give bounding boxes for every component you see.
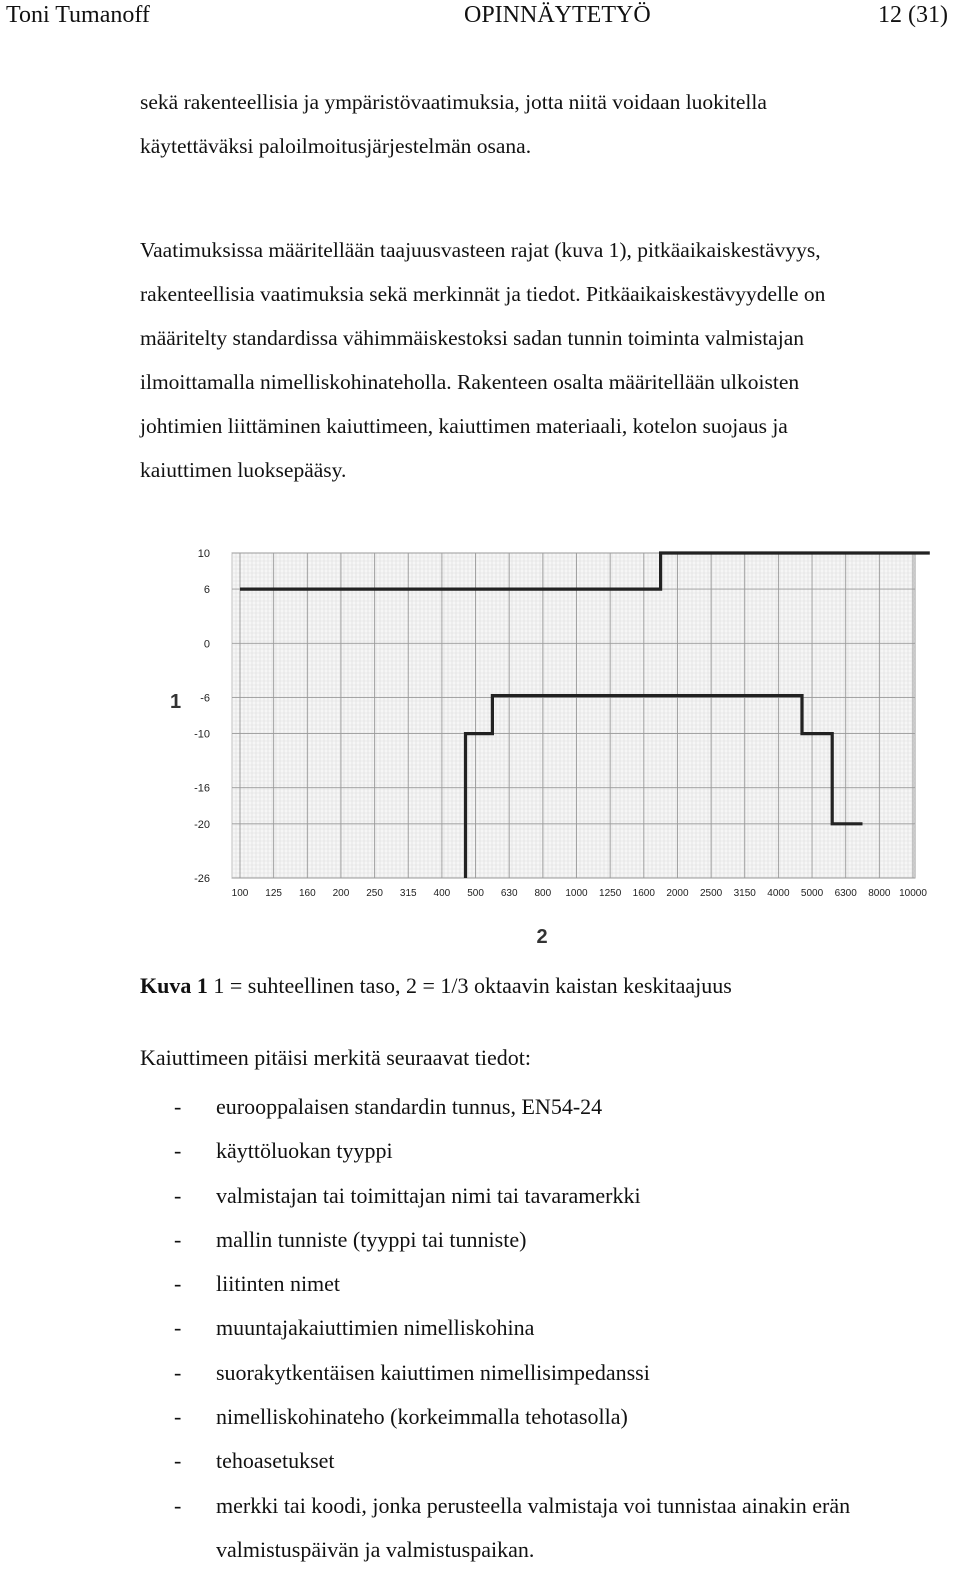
x-tick-label: 6300: [834, 888, 857, 899]
list-item: [140, 1351, 850, 1395]
figure-caption: [140, 968, 732, 1004]
list-dash: -: [174, 1404, 182, 1430]
paragraph-line: sekä rakenteellisia ja ympäristövaatimuksia, jotta niitä voidaan luokitella: [140, 90, 767, 114]
x-tick-label: 3150: [733, 888, 756, 899]
y-tick-label: 0: [203, 638, 210, 651]
list-item-text: mallin tunniste (tyyppi tai tunniste): [216, 1226, 527, 1252]
y-tick-label: -10: [194, 728, 210, 741]
x-tick-label: 1250: [599, 888, 622, 899]
header-document-type: OPINNÄYTETYÖ: [464, 2, 651, 28]
list-dash: -: [174, 1271, 182, 1297]
x-tick-label: 630: [500, 888, 518, 899]
list-dash: -: [174, 1448, 182, 1474]
x-tick-label: 2000: [666, 888, 689, 899]
list-item: [140, 1306, 850, 1350]
list-item-text: tehoasetukset: [216, 1448, 335, 1474]
y-tick-label: 6: [203, 584, 210, 597]
x-tick-label: 2500: [699, 888, 723, 899]
paragraph-line: kaiuttimen luoksepääsy.: [140, 458, 347, 482]
list-dash: -: [174, 1226, 182, 1252]
frequency-response-chart: [150, 528, 930, 953]
x-axis-ticks: [232, 888, 928, 899]
y-axis-ticks: [194, 548, 210, 885]
list-item: [140, 1085, 850, 1129]
x-tick-label: 500: [467, 888, 484, 899]
caption-text: 1 = suhteellinen taso, 2 = 1/3 oktaavin kaistan keskitaajuus: [207, 973, 732, 998]
paragraph-line: ilmoittamalla nimelliskohinateholla. Rakenteen osalta määritellään ulkoisten: [140, 370, 800, 394]
list-dash: -: [174, 1315, 182, 1341]
list-item-text: nimelliskohinateho (korkeimmalla tehotasolla): [216, 1404, 628, 1430]
list-item: [140, 1218, 850, 1262]
y-tick-label: -26: [194, 873, 210, 885]
paragraph-line: määritelty standardissa vähimmäiskestoksi sadan tunnin toiminta valmistajan: [140, 326, 804, 350]
x-tick-label: 8000: [868, 888, 891, 899]
x-tick-label: 5000: [800, 888, 824, 899]
list-intro: Kaiuttimeen pitäisi merkitä seuraavat tiedot:: [140, 1045, 531, 1070]
x-tick-label: 400: [433, 888, 451, 899]
list-dash: -: [174, 1182, 182, 1208]
list-dash: -: [174, 1094, 182, 1119]
y-tick-label: -20: [194, 818, 210, 831]
x-tick-label: 160: [298, 888, 316, 899]
paragraph-line: käytettäväksi paloilmoitusjärjestelmän osana.: [140, 134, 532, 158]
list-item: [140, 1129, 850, 1173]
x-tick-label: 1000: [565, 888, 588, 899]
paragraph-2: [140, 228, 955, 492]
list-item-text: suorakytkentäisen kaiuttimen nimellisimpedanssi: [216, 1359, 650, 1385]
x-tick-label: 10000: [899, 888, 927, 899]
list-item: [140, 1262, 850, 1306]
y-tick-label: -16: [194, 782, 210, 795]
list-item: [140, 1439, 850, 1483]
caption-label: Kuva 1: [140, 973, 208, 998]
paragraph-1: [140, 80, 955, 168]
y-axis-label: 1: [170, 691, 182, 713]
list-item: [140, 1174, 850, 1218]
x-tick-label: 800: [534, 888, 552, 899]
x-axis-label: 2: [536, 926, 548, 948]
paragraph-line: Vaatimuksissa määritellään taajuusvasteen rajat (kuva 1), pitkäaikaiskestävyys,: [140, 238, 821, 262]
list-item-text: liitinten nimet: [216, 1271, 341, 1297]
header-author: Toni Tumanoff: [6, 2, 150, 28]
paragraph-line: rakenteellisia vaatimuksia sekä merkinnät ja tiedot. Pitkäaikaiskestävyydelle on: [140, 282, 826, 306]
list-dash: -: [174, 1492, 182, 1518]
x-tick-label: 100: [231, 888, 249, 899]
marking-list: [140, 1085, 850, 1572]
list-item: [140, 1395, 850, 1439]
page-header: [0, 0, 960, 40]
y-tick-label: -6: [200, 692, 210, 705]
x-tick-label: 125: [265, 888, 282, 899]
list-item-text: merkki tai koodi, jonka perusteella valmistaja voi tunnistaa ainakin erän: [216, 1492, 851, 1518]
list-item-text: muuntajakaiuttimien nimelliskohina: [216, 1315, 535, 1341]
list-dash: -: [174, 1359, 182, 1385]
x-tick-label: 250: [366, 888, 383, 899]
header-page-number: 12 (31): [878, 2, 948, 28]
list-item-text: valmistajan tai toimittajan nimi tai tavaramerkki: [216, 1182, 641, 1208]
list-item-text: käyttöluokan tyyppi: [216, 1138, 393, 1164]
x-tick-label: 4000: [767, 888, 790, 899]
list-item-text: eurooppalaisen standardin tunnus, EN54-24: [216, 1094, 603, 1119]
list-dash: -: [174, 1138, 182, 1164]
x-tick-label: 315: [399, 888, 417, 899]
x-tick-label: 200: [332, 888, 350, 899]
x-tick-label: 1600: [632, 888, 655, 899]
list-item: [140, 1484, 850, 1572]
paragraph-line: johtimien liittäminen kaiuttimeen, kaiuttimen materiaali, kotelon suojaus ja: [140, 414, 788, 438]
y-tick-label: 10: [197, 548, 210, 560]
list-item-text-continued: valmistuspäivän ja valmistuspaikan.: [216, 1536, 535, 1562]
